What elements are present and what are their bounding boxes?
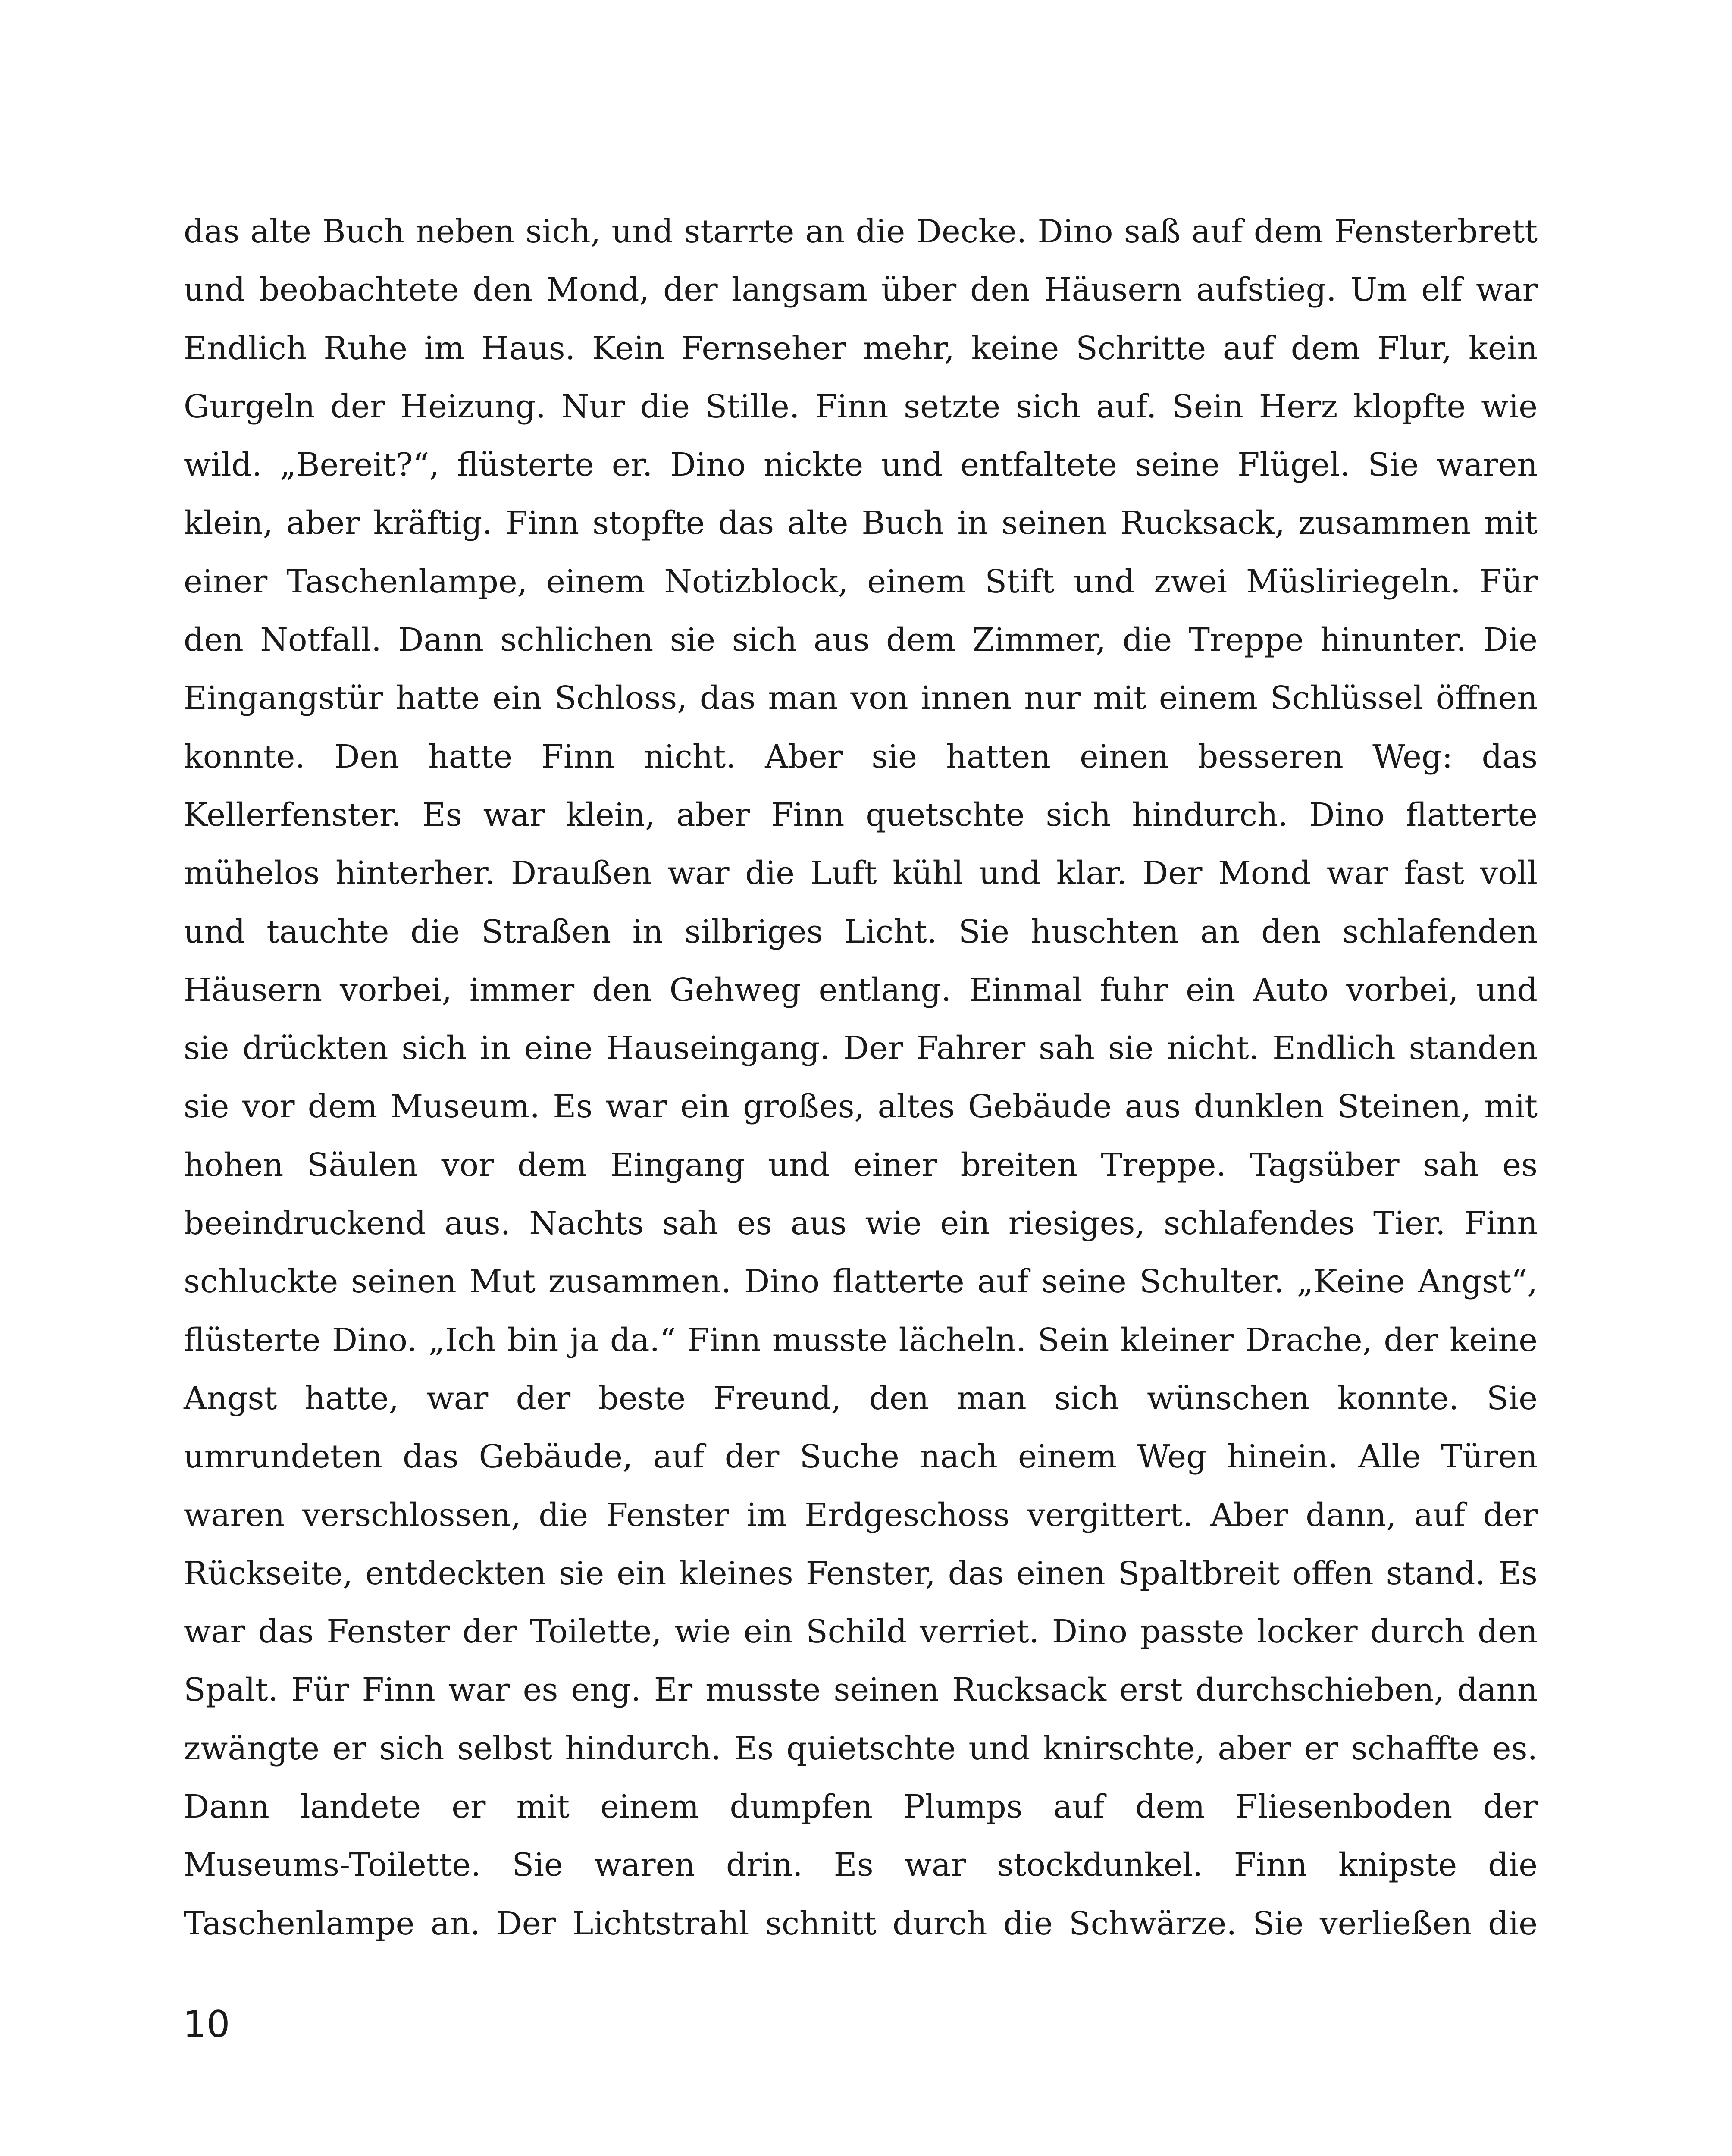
text-line: zwängte er sich selbst hindurch. Es quietschte und knirschte, aber er schaffte es. [184,1730,1538,1767]
text-line: beeindruckend aus. Nachts sah es aus wie ein riesiges, schlafendes Tier. Finn [184,1205,1538,1242]
text-line: einer Taschenlampe, einem Notizblock, einem Stift und zwei Müsliriegeln. Für [184,563,1538,600]
text-line: Häusern vorbei, immer den Gehweg entlang. Einmal fuhr ein Auto vorbei, und [184,971,1538,1009]
text-line: sie vor dem Museum. Es war ein großes, altes Gebäude aus dunklen Steinen, mit [184,1088,1538,1125]
text-line: hohen Säulen vor dem Eingang und einer breiten Treppe. Tagsüber sah es [184,1146,1538,1184]
text-line: sie drückten sich in eine Hauseingang. Der Fahrer sah sie nicht. Endlich standen [184,1030,1538,1067]
text-line: und beobachtete den Mond, der langsam über den Häusern aufstieg. Um elf war [184,271,1538,309]
text-line: konnte. Den hatte Finn nicht. Aber sie hatten einen besseren Weg: das [184,738,1538,775]
text-line: Angst hatte, war der beste Freund, den man sich wünschen konnte. Sie [184,1379,1538,1417]
text-line: wild. „Bereit?“, flüsterte er. Dino nickte und entfaltete seine Flügel. Sie waren [184,446,1538,484]
text-line: schluckte seinen Mut zusammen. Dino flatterte auf seine Schulter. „Keine Angst“, [184,1263,1538,1300]
text-line: Eingangstür hatte ein Schloss, das man von innen nur mit einem Schlüssel öffnen [184,680,1538,717]
text-line: den Notfall. Dann schlichen sie sich aus dem Zimmer, die Treppe hinunter. Die [184,621,1538,659]
text-line: mühelos hinterher. Draußen war die Luft kühl und klar. Der Mond war fast voll [184,855,1538,892]
text-line: Kellerfenster. Es war klein, aber Finn quetschte sich hindurch. Dino flatterte [184,796,1538,834]
text-line: umrundeten das Gebäude, auf der Suche nach einem Weg hinein. Alle Türen [184,1438,1538,1476]
text-line: Rückseite, entdeckten sie ein kleines Fenster, das einen Spaltbreit offen stand. Es [184,1554,1538,1592]
text-line: klein, aber kräftig. Finn stopfte das alte Buch in seinen Rucksack, zusammen mit [184,505,1538,542]
text-line: Endlich Ruhe im Haus. Kein Fernseher mehr, keine Schritte auf dem Flur, kein [184,329,1538,367]
text-line: und tauchte die Straßen in silbriges Licht. Sie huschten an den schlafenden [184,913,1538,950]
text-line: Gurgeln der Heizung. Nur die Stille. Finn setzte sich auf. Sein Herz klopfte wie [184,388,1538,425]
text-line: Museums-Toilette. Sie waren drin. Es war stockdunkel. Finn knipste die [184,1846,1538,1884]
text-line: war das Fenster der Toilette, wie ein Schild verriet. Dino passte locker durch den [184,1613,1538,1651]
text-line: Spalt. Für Finn war es eng. Er musste seinen Rucksack erst durchschieben, dann [184,1671,1538,1709]
body-text [184,203,1538,1953]
text-line: das alte Buch neben sich, und starrte an die Decke. Dino saß auf dem Fensterbrett [184,213,1538,250]
text-line: waren verschlossen, die Fenster im Erdgeschoss vergittert. Aber dann, auf der [184,1496,1538,1534]
page-number: 10 [183,2003,230,2046]
text-line: Taschenlampe an. Der Lichtstrahl schnitt durch die Schwärze. Sie verließen die [184,1905,1538,1942]
text-line: flüsterte Dino. „Ich bin ja da.“ Finn musste lächeln. Sein kleiner Drache, der keine [184,1321,1538,1359]
text-line: Dann landete er mit einem dumpfen Plumps auf dem Fliesenboden der [184,1788,1538,1826]
